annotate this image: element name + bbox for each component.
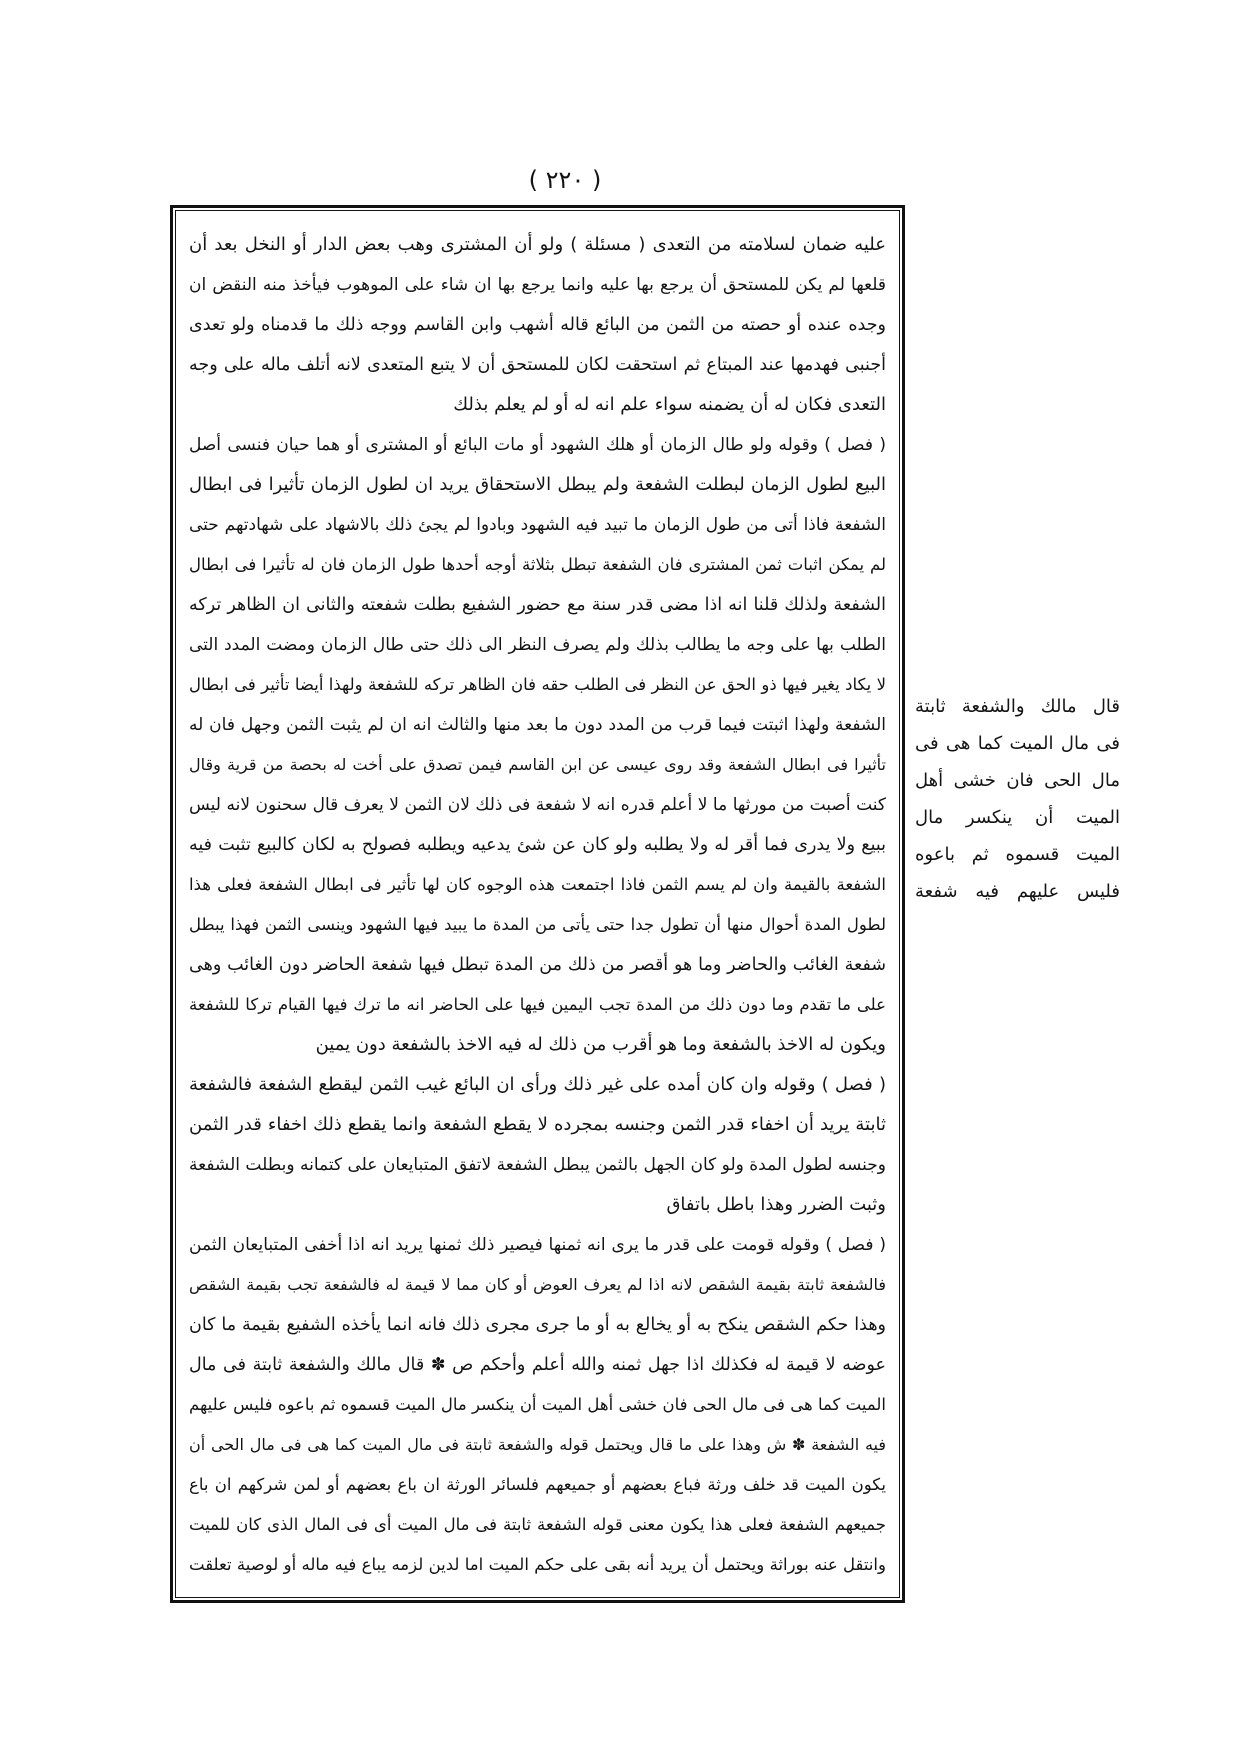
margin-note-line: قال مالك والشفعة ثابتة bbox=[915, 696, 1120, 717]
section-heading-line: ( فصل ) وقوله وان كان أمده على غير ذلك ورأى ان البائع غيب الثمن ليقطع الشفعة فالشفعة bbox=[189, 1074, 886, 1095]
text-line: وهذا حكم الشقص ينكح به أو يخالع به أو ما جرى مجرى ذلك فانه انما يأخذه الشفيع بقيمة ما كان bbox=[189, 1315, 886, 1335]
text-line: يكون الميت قد خلف ورثة فباع بعضهم أو جميعهم فلسائر الورثة ان باع بعضهم أو لمن شركهم ان باع bbox=[189, 1475, 886, 1494]
margin-note bbox=[915, 688, 1120, 910]
text-line: الشفعة ولذلك قلنا انه اذا مضى قدر سنة مع حضور الشفيع بطلت شفعته والثانى ان الظاهر تركه bbox=[189, 595, 886, 615]
text-line: لا يكاد يغير فيها ذو الحق عن النظر فى الطلب حقه فان الظاهر تركه للشفعة ولهذا أيضا تأثير فى ابطال bbox=[189, 675, 886, 694]
text-line: أجنبى فهدمها عند المبتاع ثم استحقت لكان للمستحق أن لا يتبع المتعدى لانه أتلف ماله على وجه bbox=[189, 355, 886, 375]
section-heading-line: ( فصل ) وقوله قومت على قدر ما يرى انه ثمنها فيصير ذلك ثمنها يريد انه اذا أخفى المتبايعان الثمن bbox=[189, 1235, 886, 1255]
text-line: ويكون له الاخذ بالشفعة وما هو أقرب من ذلك له فيه الاخذ بالشفعة دون يمين bbox=[315, 1034, 886, 1055]
text-line: الطلب بها على وجه ما يطالب بذلك ولم يصرف النظر الى ذلك حتى طال الزمان ومضت المدد التى bbox=[189, 635, 886, 655]
text-line: الشفعة بالقيمة وان لم يسم الثمن فاذا اجتمعت هذه الوجوه كان لها تأثير فى ابطال الشفعة فعلى هذا bbox=[189, 875, 886, 894]
text-line: وجده عنده أو حصته من الثمن من البائع قاله أشهب وابن القاسم ووجه ذلك ما قدمناه ولو تعدى bbox=[189, 315, 886, 335]
text-line: ثابتة يريد أن اخفاء قدر الثمن وجنسه بمجرده لا يقطع الشفعة وانما يقطع ذلك اخفاء قدر الثمن bbox=[189, 1114, 886, 1135]
text-line: كنت أصبت من مورثها ما لا أعلم قدره انه لا شفعة فى ذلك لان الثمن لا يعرف قال سحنون لانه ليس bbox=[189, 795, 886, 815]
text-line: عليه ضمان لسلامته من التعدى ( مسئلة ) ولو أن المشترى وهب بعض الدار أو النخل بعد أن bbox=[189, 234, 886, 255]
text-line: فيه الشفعة ✽ ش وهذا على ما قال ويحتمل قوله والشفعة ثابتة فى مال الميت كما هى فى مال الحى أن bbox=[189, 1435, 886, 1454]
section-heading-line: ( فصل ) وقوله ولو طال الزمان أو هلك الشهود أو مات البائع أو المشترى أو هما حيان فنسى أصل bbox=[189, 435, 886, 455]
text-line: على ما تقدم وما دون ذلك من المدة تجب اليمين فيها على الحاضر انه ما ترك فيها القيام تركا للشفعة bbox=[189, 995, 886, 1014]
text-line: تأثيرا فى ابطال الشفعة وقد روى عيسى عن ابن القاسم فيمن تصدق على أخت له بحصة من قرية وقال bbox=[189, 755, 886, 774]
text-line: الشفعة ولهذا اثبتت فيما قرب من المدد دون ما بعد منها والثالث انه ان لم يثبت الثمن وجهل فان له bbox=[189, 715, 886, 735]
text-line: لطول المدة أحوال منها أن تطول جدا حتى يأتى من المدة ما يبيد فيها الشهود وينسى الثمن فهذا يبطل bbox=[189, 915, 886, 934]
text-line: شفعة الغائب والحاضر وما هو أقصر من ذلك من المدة تبطل فيها شفعة الحاضر دون الغائب وهى bbox=[189, 955, 886, 975]
page-number: ( ٢٢٠ ) bbox=[528, 166, 602, 194]
text-line: التعدى فكان له أن يضمنه سواء علم انه له أو لم يعلم بذلك bbox=[453, 394, 886, 415]
main-text-block bbox=[175, 210, 900, 1598]
text-line: فالشفعة ثابتة بقيمة الشقص لانه اذا لم يعرف العوض أو كان مما لا قيمة له فالشفعة تجب بقيمة الشقص bbox=[189, 1275, 886, 1294]
margin-note-line: الميت قسموه ثم باعوه bbox=[915, 844, 1120, 865]
text-line: جميعهم الشفعة فعلى هذا يكون معنى قوله الشفعة ثابتة فى مال الميت أى فى المال الذى كان للميت bbox=[189, 1515, 886, 1534]
margin-note-line: الميت أن ينكسر مال bbox=[915, 807, 1120, 828]
text-line: الميت كما هى فى مال الحى فان خشى أهل الميت أن ينكسر مال الميت قسموه ثم باعوه فليس عليهم bbox=[189, 1395, 886, 1414]
text-line: لم يمكن اثبات ثمن المشترى فان الشفعة تبطل بثلاثة أوجه أحدها طول الزمان فان له تأثيرا فى ابطال bbox=[189, 555, 886, 574]
text-line: ببيع ولا يدرى فما أقر له ولا يطلبه ولو كان عن شئ يدعيه ويطلبه فصولح به لكان كالبيع تثبت فيه bbox=[189, 835, 886, 855]
text-line: وانتقل عنه بوراثة ويحتمل أن يريد أنه بقى على حكم الميت اما لدين لزمه يباع فيه ماله أو لوصية تعلقت bbox=[189, 1555, 886, 1574]
text-line: الشفعة فاذا أتى من طول الزمان ما تبيد فيه الشهود وبادوا لم يجئ ذلك بالاشهاد على شهادتهم حتى bbox=[189, 515, 886, 535]
margin-note-line: مال الحى فان خشى أهل bbox=[915, 770, 1120, 791]
text-line: وثبت الضرر وهذا باطل باتفاق bbox=[666, 1194, 886, 1215]
text-frame bbox=[170, 205, 905, 1603]
text-line: وجنسه لطول المدة ولو كان الجهل بالثمن يبطل الشفعة لاتفق المتبايعان على كتمانه وبطلت الشفعة bbox=[189, 1155, 886, 1175]
margin-note-line: فى مال الميت كما هى فى bbox=[915, 733, 1120, 754]
text-line: البيع لطول الزمان لبطلت الشفعة ولم يبطل الاستحقاق يريد ان لطول الزمان تأثيرا فى ابطال bbox=[189, 474, 886, 495]
text-line: قلعها لم يكن للمستحق أن يرجع بها عليه وانما يرجع بها ان شاء على الموهوب فيأخذ منه النقض ان bbox=[189, 275, 886, 295]
margin-note-line: فليس عليهم فيه شفعة bbox=[915, 881, 1120, 902]
text-line: عوضه لا قيمة له فكذلك اذا جهل ثمنه والله أعلم وأحكم ص ✽ قال مالك والشفعة ثابتة فى مال bbox=[189, 1355, 886, 1375]
